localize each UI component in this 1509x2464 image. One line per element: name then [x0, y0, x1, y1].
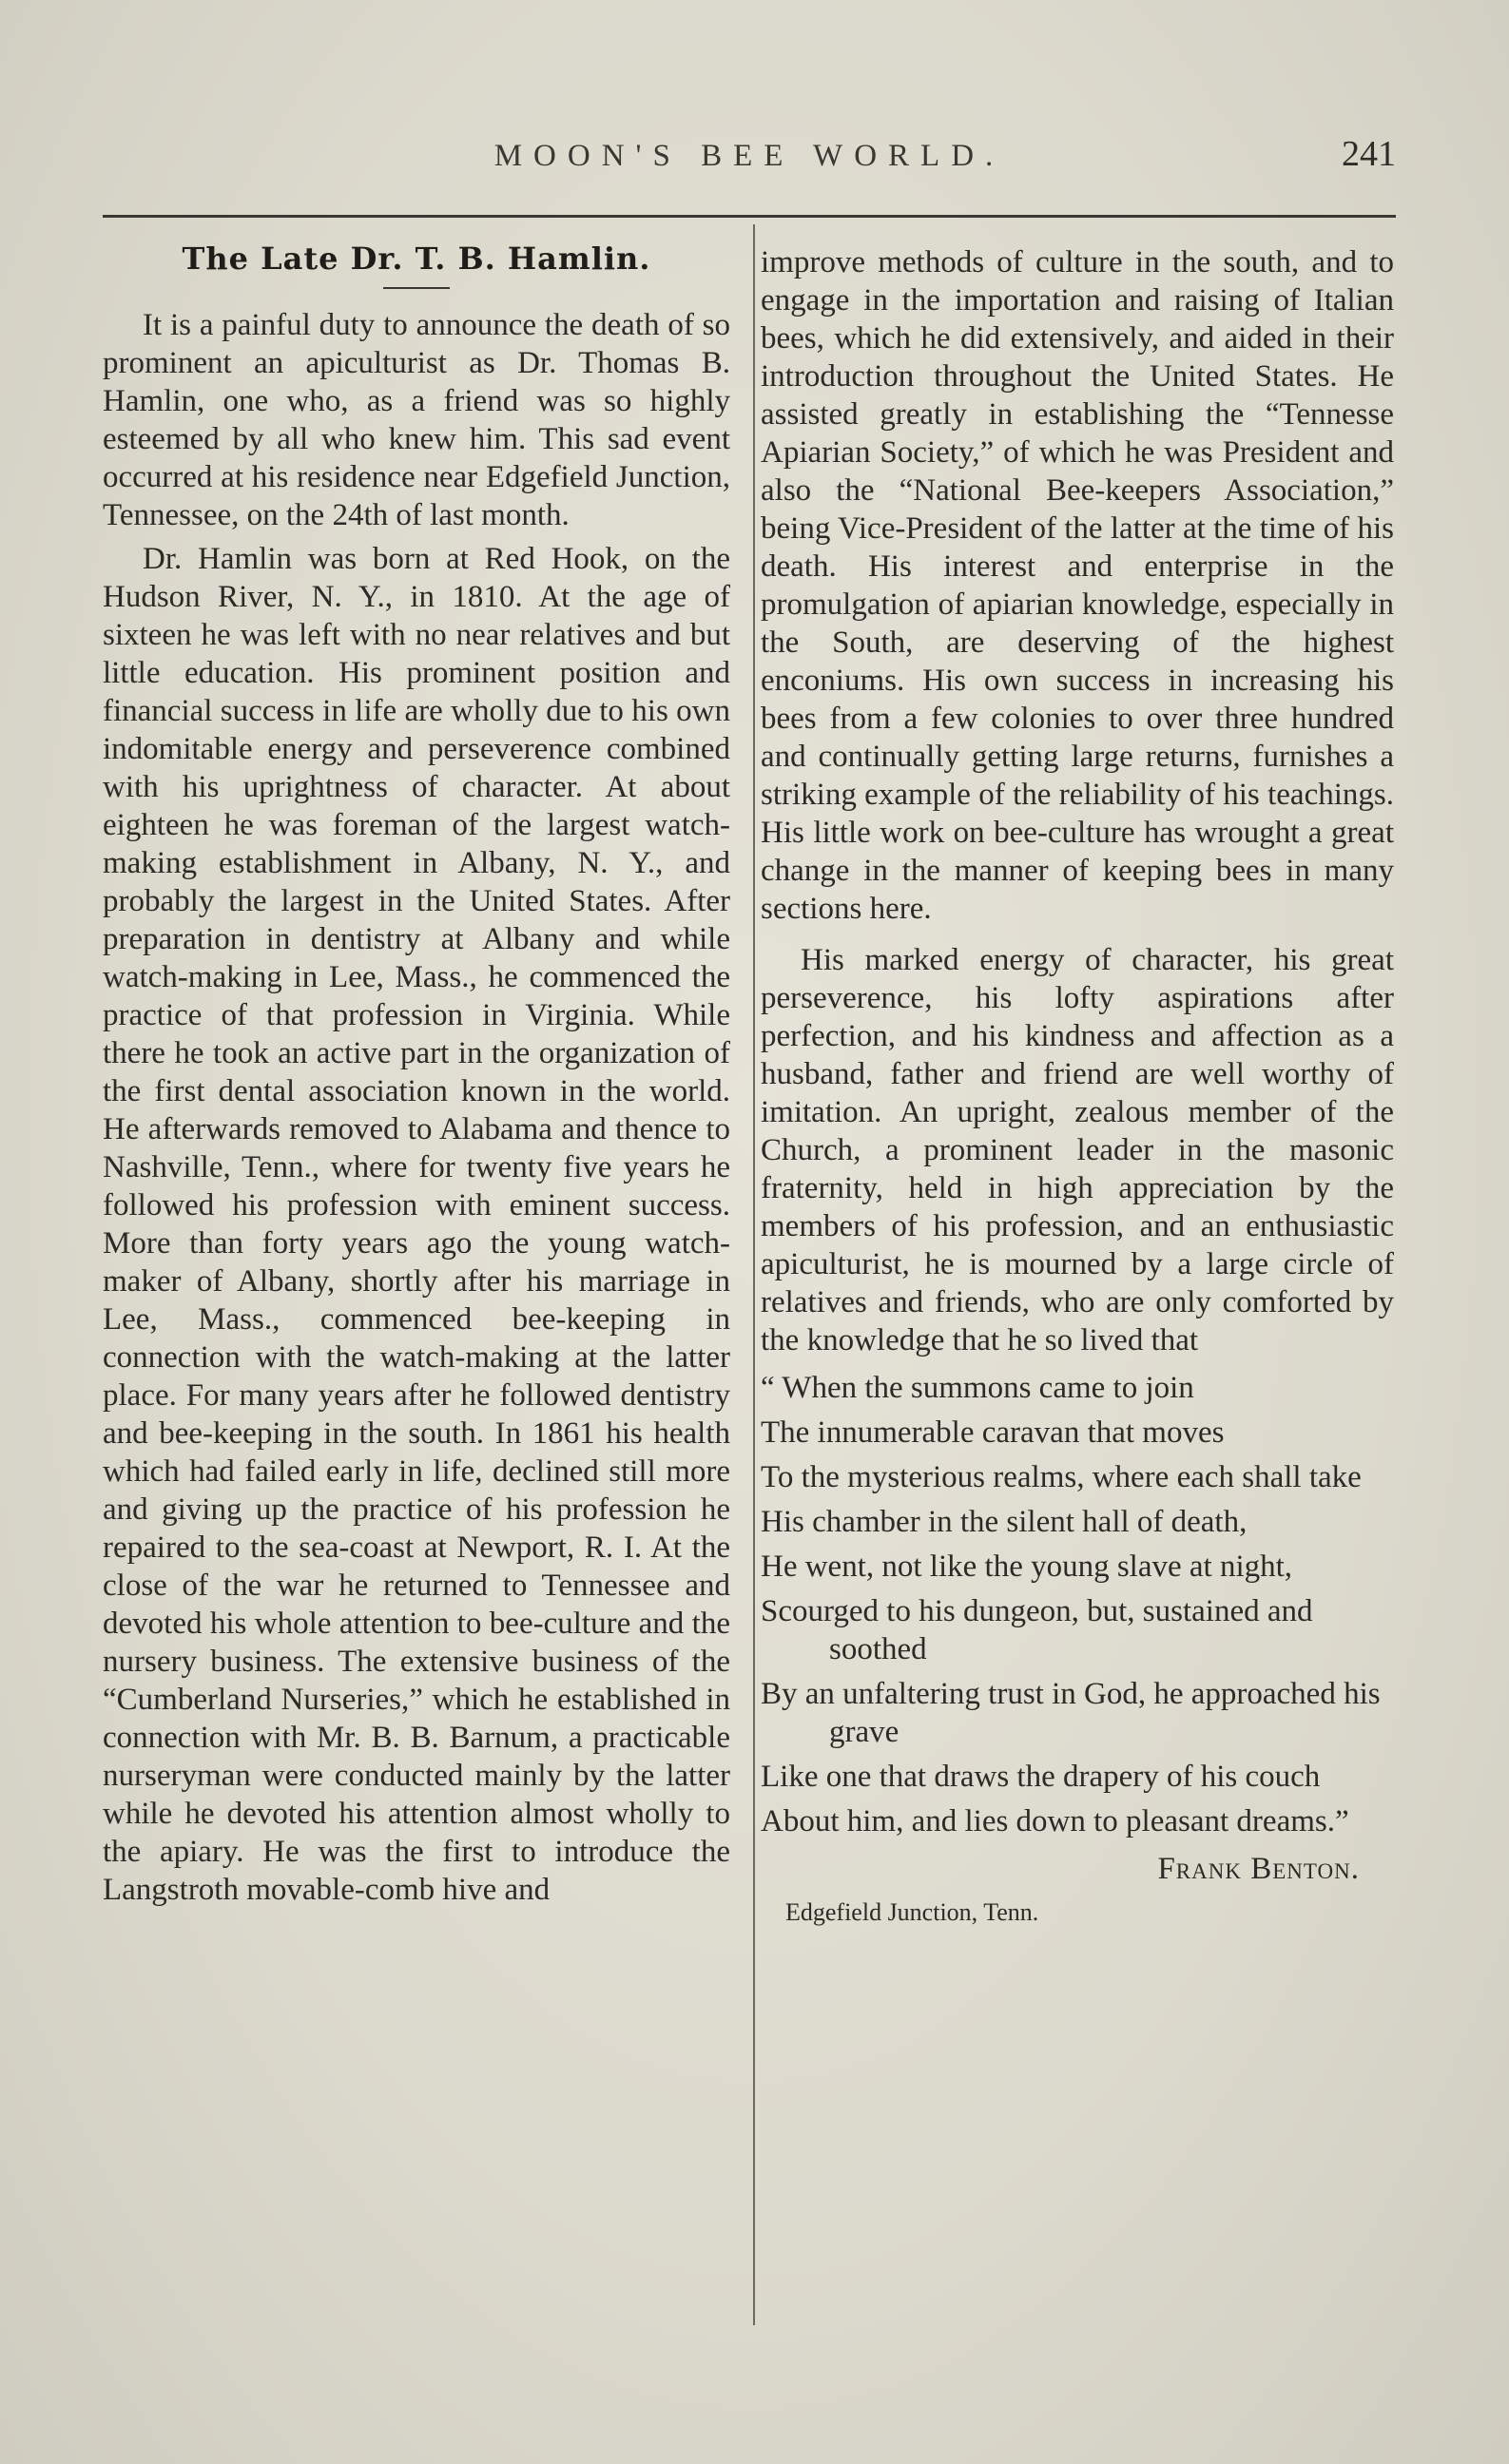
poem-line: The innumerable caravan that moves	[761, 1415, 1225, 1450]
poem-line: Like one that draws the drapery of his couch	[761, 1760, 1321, 1794]
title-rule	[383, 287, 450, 289]
poem-line: By an unfaltering trust in God, he approached his grave	[761, 1677, 1381, 1749]
poem-quote	[761, 1369, 1394, 1840]
column-divider	[753, 224, 755, 2325]
poem-line: About him, and lies down to pleasant dreams.”	[761, 1804, 1349, 1838]
paragraph: His marked energy of character, his great perseverence, his lofty aspirations after perfection, and his kindness and affection as a husband, father and friend are well worthy of imitation. An upright, zealous member of the Church, a prominent leader in the masonic fraternity, held in high appreciation by the members of his profession, and an enthusiastic apiculturist, he is mourned by a large circle of relatives and friends, who are only comforted by the knowledge that he so lived that	[761, 943, 1394, 1357]
poem-line: He went, not like the young slave at night,	[761, 1550, 1293, 1584]
poem-line: Scourged to his dungeon, but, sustained and soothed	[761, 1594, 1313, 1666]
paragraph: Dr. Hamlin was born at Red Hook, on the Hudson River, N. Y., in 1810. At the age of sixteen he was left with no near relatives and but little education. His prominent position and financial success in life are wholly due to his own indomitable energy and perseverence combined with his uprightness of character. At about eighteen he was foreman of the largest watch-making establishment in Albany, N. Y., and probably the largest in the United States. After preparation in dentistry at Albany and while watch-making in Lee, Mass., he commenced the practice of that profession in Virginia. While there he took an active part in the organization of the first dental association known in the world. He afterwards removed to Alabama and thence to Nashville, Tenn., where for twenty five years he followed his profession with eminent success. More than forty years ago the young watch-maker of Albany, shortly after his marriage in Lee, Mass., commenced bee-keeping in connection with the watch-making at the latter place. For many years after he followed dentistry and bee-keeping in the south. In 1861 his health which had failed early in life, declined still more and giving up the practice of his profession he repaired to the sea-coast at Newport, R. I. At the close of the war he returned to Tennessee and devoted his whole attention to bee-culture and the nursery business. The extensive business of the “Cumberland Nurseries,” which he established in connection with Mr. B. B. Barnum, a practicable nurseryman were conducted mainly by the latter while he devoted his attention almost wholly to the apiary. He was the first to introduce the Langstroth movable-comb hive and	[103, 542, 730, 1907]
article-title: The Late Dr. T. B. Hamlin.	[182, 241, 651, 277]
left-column	[103, 238, 730, 1909]
paragraph-continued: improve methods of culture in the south, and to engage in the importation and raising of Italian bees, which he did extensively, and aided in their introduction throughout the United States. He assisted greatly in establishing the “Tennesse Apiarian Society,” of which he was President and also the “National Bee-keepers Association,” being Vice-President of the latter at the time of his death. His interest and enterprise in the promulgation of apiarian knowledge, especially in the South, are deserving of the highest enconiums. His own success in increasing his bees from a few colonies to over three hundred and continually getting large returns, furnishes a striking example of the reliability of his teachings. His little work on bee-culture has wrought a great change in the manner of keeping bees in many sections here.	[761, 245, 1394, 926]
poem-line: “ When the summons came to join	[761, 1371, 1194, 1405]
poem-line: To the mysterious realms, where each shall take	[761, 1460, 1362, 1494]
paragraph: It is a painful duty to announce the death of so prominent an apiculturist as Dr. Thomas B. Hamlin, one who, as a friend was so highly esteemed by all who knew him. This sad event occurred at his residence near Edgefield Junction, Tennessee, on the 24th of last month.	[103, 308, 730, 532]
page-header	[103, 133, 1396, 190]
header-rule	[103, 215, 1396, 218]
running-title: MOON'S BEE WORLD.	[493, 139, 1005, 173]
author-location: Edgefield Junction, Tenn.	[785, 1898, 1039, 1926]
poem-line: His chamber in the silent hall of death,	[761, 1505, 1248, 1539]
right-column	[761, 243, 1394, 1932]
page-number: 241	[1342, 134, 1396, 174]
author-signature: Frank Benton.	[1157, 1852, 1360, 1886]
